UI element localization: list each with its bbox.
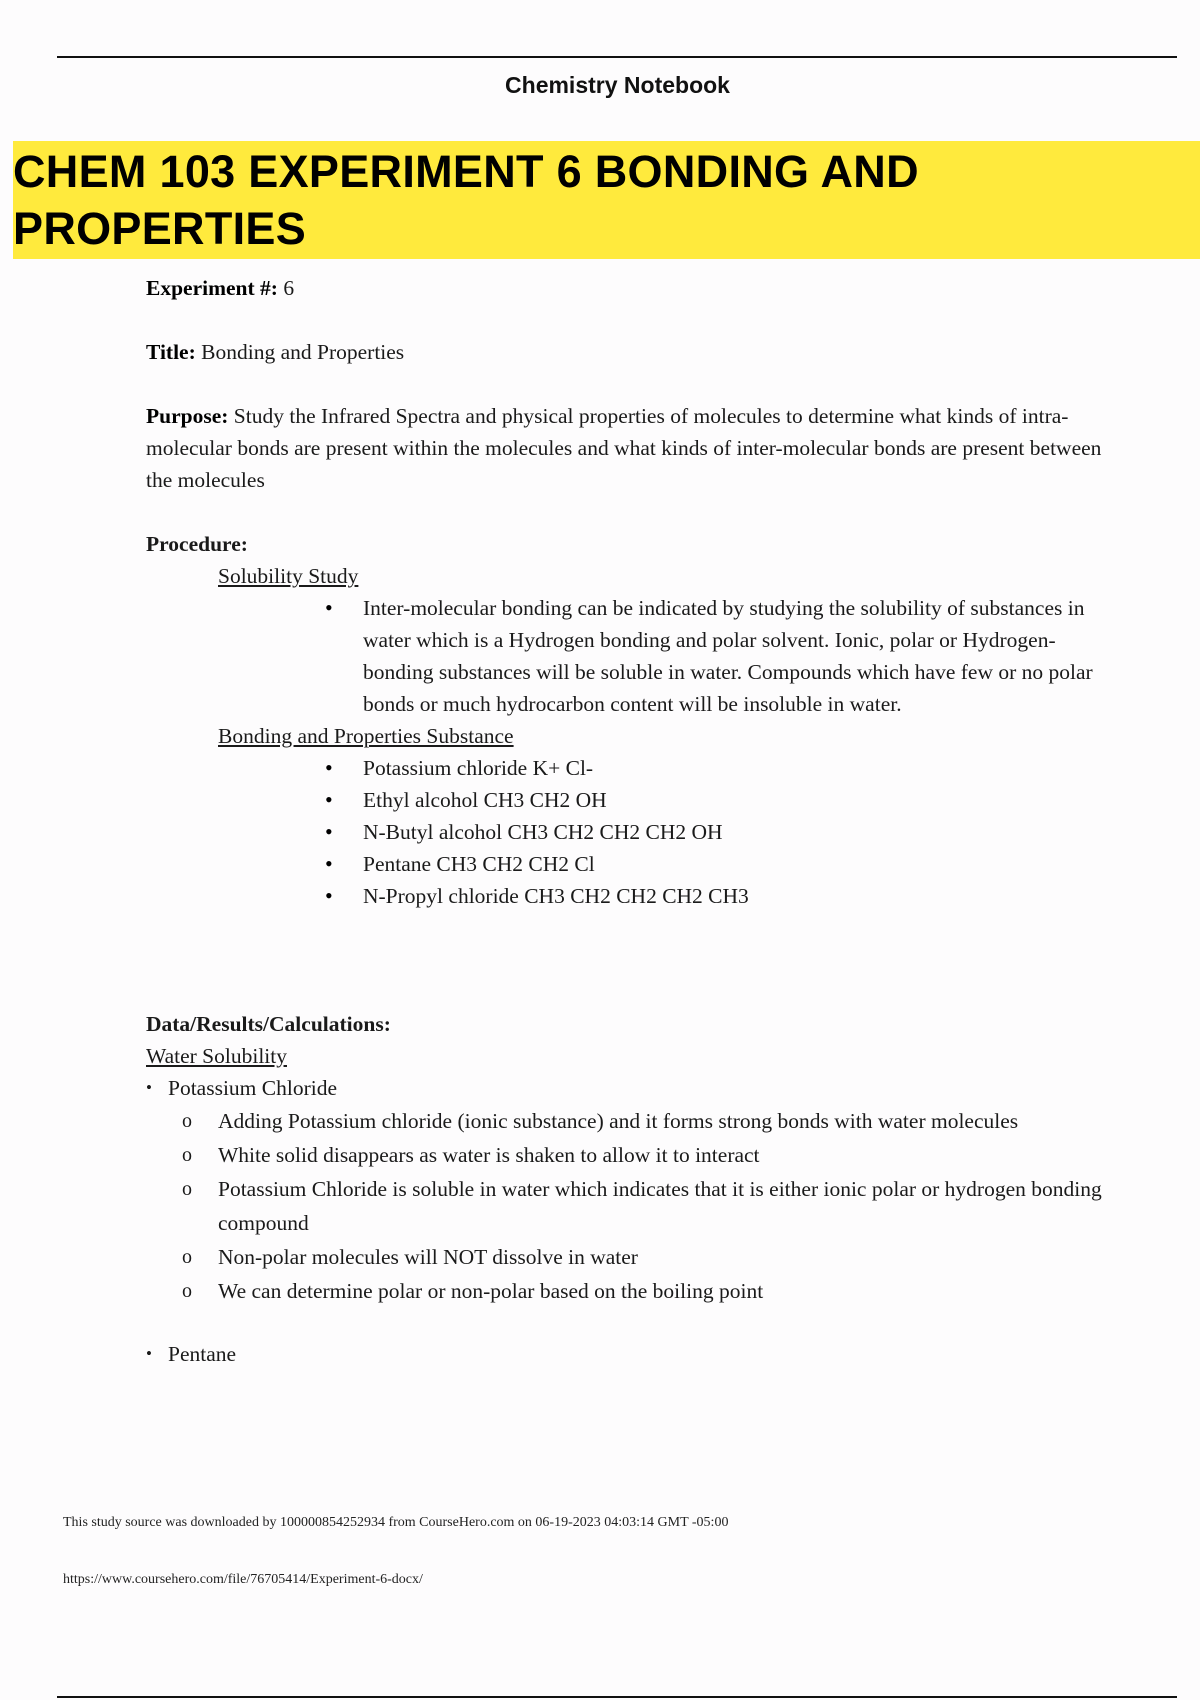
list-item: o Adding Potassium chloride (ionic substance) and it forms strong bonds with water molecules <box>218 1104 1106 1138</box>
potassium-chloride-notes <box>146 1104 1106 1308</box>
experiment-label: Experiment #: <box>146 276 278 300</box>
title-value: Bonding and Properties <box>195 340 405 364</box>
list-item: o Potassium Chloride is soluble in water which indicates that it is either ionic polar or hydrogen bonding compound <box>218 1172 1106 1240</box>
source-url[interactable]: https://www.coursehero.com/file/76705414/Experiment-6-docx/ <box>63 1572 423 1587</box>
notebook-header: Chemistry Notebook <box>505 72 730 98</box>
list-item: o We can determine polar or non-polar based on the boiling point <box>218 1274 1106 1308</box>
document-body <box>146 272 1106 912</box>
pentane-item: • Pentane <box>146 1338 1106 1370</box>
data-heading-text: Data/Results/Calculations: <box>146 1012 391 1036</box>
list-item: o Non-polar molecules will NOT dissolve in water <box>218 1240 1106 1274</box>
substance-list <box>146 752 1106 912</box>
list-item: o White solid disappears as water is shaken to allow it to interact <box>218 1138 1106 1172</box>
list-item: • Pentane CH3 CH2 CH2 Cl <box>363 848 1106 880</box>
list-item: • Potassium chloride K+ Cl- <box>363 752 1106 784</box>
list-item: • Inter-molecular bonding can be indicated by studying the solubility of substances in water which is a Hydrogen bonding and polar solvent. Ionic, polar or Hydrogen-bonding substances will be soluble in water. Compounds which have few or no polar bonds or much hydrocarbon content will be insoluble in water. <box>363 592 1106 720</box>
list-item: • N-Butyl alcohol CH3 CH2 CH2 CH2 OH <box>363 816 1106 848</box>
procedure-label: Procedure: <box>146 532 248 556</box>
list-item: • Ethyl alcohol CH3 CH2 OH <box>363 784 1106 816</box>
water-solubility-heading: Water Solubility <box>146 1044 287 1068</box>
potassium-chloride-item: • Potassium Chloride <box>146 1072 1106 1104</box>
data-section <box>146 1008 1106 1370</box>
title-field <box>146 336 1106 368</box>
experiment-value: 6 <box>277 276 295 300</box>
solubility-list <box>146 592 1106 720</box>
substance-heading: Bonding and Properties Substance <box>218 724 514 748</box>
list-item: • N-Propyl chloride CH3 CH2 CH2 CH2 CH3 <box>363 880 1106 912</box>
solubility-study-heading: Solubility Study <box>218 564 359 588</box>
title-label: Title: <box>146 340 196 364</box>
procedure-field <box>146 528 1106 560</box>
top-divider <box>57 56 1177 58</box>
purpose-field <box>146 400 1106 496</box>
bottom-divider <box>57 1696 1177 1698</box>
experiment-field <box>146 272 1106 304</box>
data-heading <box>146 1008 1106 1040</box>
page-title: CHEM 103 EXPERIMENT 6 BONDING AND PROPERTIES <box>13 146 919 254</box>
purpose-value: Study the Infrared Spectra and physical properties of molecules to determine what kinds of intra-molecular bonds are present within the molecules and what kinds of inter-molecular bonds are present between the molecules <box>146 404 1102 492</box>
source-note: This study source was downloaded by 100000854252934 from CourseHero.com on 06-19-2023 04:03:14 GMT -05:00 <box>63 1515 729 1530</box>
purpose-label: Purpose: <box>146 404 229 428</box>
